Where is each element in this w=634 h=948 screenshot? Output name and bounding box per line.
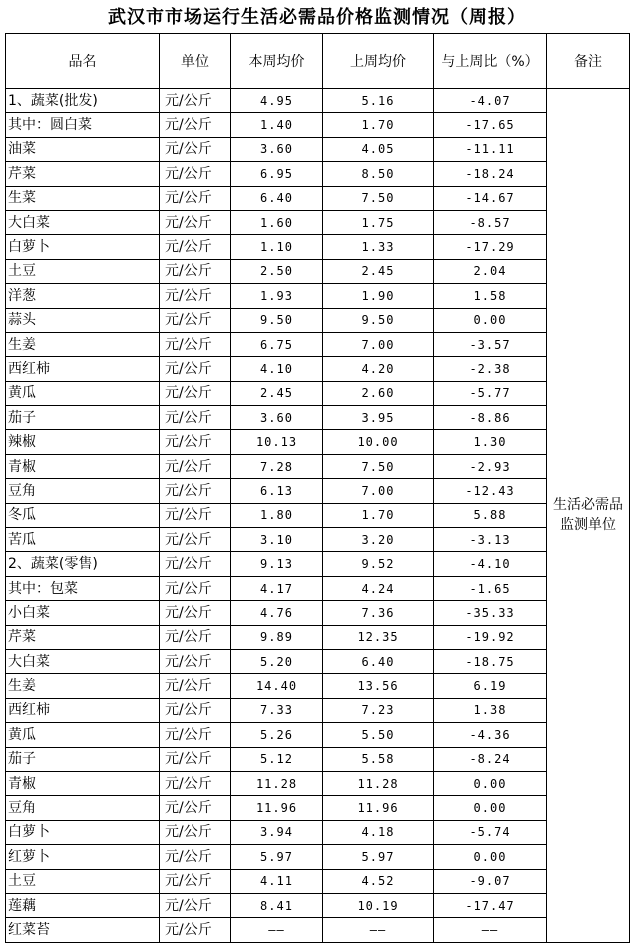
cell-name: 黄瓜 <box>6 381 160 405</box>
cell-unit: 元/公斤 <box>160 137 231 161</box>
cell-unit: 元/公斤 <box>160 601 231 625</box>
cell-current-price: —— <box>231 918 323 942</box>
cell-previous-price: 8.50 <box>323 162 434 186</box>
cell-previous-price: 7.50 <box>323 186 434 210</box>
table-row <box>6 503 630 527</box>
table-row <box>6 771 630 795</box>
cell-current-price: 6.40 <box>231 186 323 210</box>
cell-current-price: 3.60 <box>231 137 323 161</box>
cell-change-percent: —— <box>434 918 547 942</box>
cell-note: 生活必需品监测单位 <box>547 89 630 943</box>
cell-change-percent: -11.11 <box>434 137 547 161</box>
cell-change-percent: -4.07 <box>434 89 547 113</box>
cell-change-percent: 1.30 <box>434 430 547 454</box>
table-row <box>6 137 630 161</box>
cell-change-percent: 5.88 <box>434 503 547 527</box>
table-row <box>6 89 630 113</box>
cell-unit: 元/公斤 <box>160 649 231 673</box>
cell-change-percent: 2.04 <box>434 259 547 283</box>
cell-change-percent: -8.86 <box>434 406 547 430</box>
cell-name: 生菜 <box>6 186 160 210</box>
cell-change-percent: 1.58 <box>434 284 547 308</box>
cell-current-price: 6.75 <box>231 332 323 356</box>
cell-previous-price: 4.20 <box>323 357 434 381</box>
cell-unit: 元/公斤 <box>160 796 231 820</box>
table-row <box>6 723 630 747</box>
cell-unit: 元/公斤 <box>160 625 231 649</box>
header-note: 备注 <box>547 34 630 89</box>
table-row <box>6 186 630 210</box>
cell-current-price: 4.17 <box>231 576 323 600</box>
table-body <box>6 89 630 943</box>
cell-unit: 元/公斤 <box>160 89 231 113</box>
cell-change-percent: 0.00 <box>434 796 547 820</box>
cell-name: 豆角 <box>6 479 160 503</box>
cell-current-price: 4.10 <box>231 357 323 381</box>
cell-change-percent: -1.65 <box>434 576 547 600</box>
cell-unit: 元/公斤 <box>160 503 231 527</box>
cell-previous-price: 10.19 <box>323 893 434 917</box>
cell-current-price: 3.94 <box>231 820 323 844</box>
cell-name: 大白菜 <box>6 210 160 234</box>
table-row <box>6 820 630 844</box>
table-row <box>6 625 630 649</box>
cell-current-price: 2.45 <box>231 381 323 405</box>
cell-current-price: 3.10 <box>231 528 323 552</box>
cell-change-percent: -3.57 <box>434 332 547 356</box>
cell-previous-price: 4.18 <box>323 820 434 844</box>
table-row <box>6 918 630 942</box>
cell-name: 小白菜 <box>6 601 160 625</box>
cell-change-percent: -5.77 <box>434 381 547 405</box>
cell-previous-price: 12.35 <box>323 625 434 649</box>
table-row <box>6 259 630 283</box>
table-row <box>6 601 630 625</box>
cell-unit: 元/公斤 <box>160 576 231 600</box>
cell-current-price: 1.40 <box>231 113 323 137</box>
cell-change-percent: -19.92 <box>434 625 547 649</box>
cell-name: 苦瓜 <box>6 528 160 552</box>
table-header-row <box>6 34 630 89</box>
cell-current-price: 4.95 <box>231 89 323 113</box>
cell-unit: 元/公斤 <box>160 528 231 552</box>
cell-previous-price: 11.96 <box>323 796 434 820</box>
cell-unit: 元/公斤 <box>160 381 231 405</box>
cell-name: 冬瓜 <box>6 503 160 527</box>
cell-change-percent: -18.24 <box>434 162 547 186</box>
cell-name: 白萝卜 <box>6 820 160 844</box>
cell-unit: 元/公斤 <box>160 698 231 722</box>
header-change-percent: 与上周比（%） <box>434 34 547 89</box>
cell-name: 西红柿 <box>6 357 160 381</box>
page-title: 武汉市市场运行生活必需品价格监测情况（周报） <box>108 7 526 28</box>
table-row <box>6 284 630 308</box>
cell-current-price: 5.20 <box>231 649 323 673</box>
cell-unit: 元/公斤 <box>160 918 231 942</box>
cell-unit: 元/公斤 <box>160 284 231 308</box>
cell-unit: 元/公斤 <box>160 674 231 698</box>
cell-change-percent: -12.43 <box>434 479 547 503</box>
cell-unit: 元/公斤 <box>160 430 231 454</box>
cell-unit: 元/公斤 <box>160 235 231 259</box>
cell-change-percent: -17.29 <box>434 235 547 259</box>
cell-current-price: 3.60 <box>231 406 323 430</box>
cell-previous-price: 2.45 <box>323 259 434 283</box>
table-row <box>6 381 630 405</box>
cell-change-percent: -5.74 <box>434 820 547 844</box>
cell-change-percent: -35.33 <box>434 601 547 625</box>
cell-unit: 元/公斤 <box>160 357 231 381</box>
cell-previous-price: 5.58 <box>323 747 434 771</box>
cell-previous-price: 9.52 <box>323 552 434 576</box>
cell-name: 茄子 <box>6 747 160 771</box>
cell-unit: 元/公斤 <box>160 210 231 234</box>
cell-unit: 元/公斤 <box>160 820 231 844</box>
cell-name: 1、蔬菜(批发) <box>6 89 160 113</box>
cell-current-price: 6.95 <box>231 162 323 186</box>
cell-unit: 元/公斤 <box>160 259 231 283</box>
cell-name: 芹菜 <box>6 625 160 649</box>
cell-previous-price: 7.00 <box>323 479 434 503</box>
cell-name: 油菜 <box>6 137 160 161</box>
cell-previous-price: 5.97 <box>323 845 434 869</box>
cell-current-price: 4.11 <box>231 869 323 893</box>
cell-previous-price: 10.00 <box>323 430 434 454</box>
cell-unit: 元/公斤 <box>160 723 231 747</box>
cell-previous-price: 7.00 <box>323 332 434 356</box>
cell-unit: 元/公斤 <box>160 308 231 332</box>
cell-previous-price: —— <box>323 918 434 942</box>
cell-change-percent: -8.57 <box>434 210 547 234</box>
cell-previous-price: 1.33 <box>323 235 434 259</box>
cell-name: 茄子 <box>6 406 160 430</box>
cell-name: 红菜苔 <box>6 918 160 942</box>
cell-current-price: 11.96 <box>231 796 323 820</box>
cell-name: 其中：圆白菜 <box>6 113 160 137</box>
table-row <box>6 210 630 234</box>
cell-name: 芹菜 <box>6 162 160 186</box>
cell-name: 2、蔬菜(零售) <box>6 552 160 576</box>
cell-current-price: 7.28 <box>231 454 323 478</box>
cell-change-percent: -17.47 <box>434 893 547 917</box>
cell-unit: 元/公斤 <box>160 747 231 771</box>
cell-previous-price: 11.28 <box>323 771 434 795</box>
cell-current-price: 9.50 <box>231 308 323 332</box>
cell-change-percent: 0.00 <box>434 771 547 795</box>
cell-current-price: 9.89 <box>231 625 323 649</box>
table-row <box>6 454 630 478</box>
cell-change-percent: 1.38 <box>434 698 547 722</box>
cell-current-price: 5.26 <box>231 723 323 747</box>
cell-change-percent: -2.38 <box>434 357 547 381</box>
cell-name: 黄瓜 <box>6 723 160 747</box>
cell-name: 土豆 <box>6 869 160 893</box>
cell-current-price: 1.93 <box>231 284 323 308</box>
cell-current-price: 1.60 <box>231 210 323 234</box>
cell-previous-price: 5.16 <box>323 89 434 113</box>
cell-current-price: 6.13 <box>231 479 323 503</box>
header-previous-price: 上周均价 <box>323 34 434 89</box>
cell-name: 大白菜 <box>6 649 160 673</box>
cell-name: 西红柿 <box>6 698 160 722</box>
cell-previous-price: 1.90 <box>323 284 434 308</box>
table-row <box>6 649 630 673</box>
table-row <box>6 162 630 186</box>
cell-change-percent: -3.13 <box>434 528 547 552</box>
table-row <box>6 796 630 820</box>
table-row <box>6 406 630 430</box>
cell-unit: 元/公斤 <box>160 893 231 917</box>
cell-previous-price: 4.52 <box>323 869 434 893</box>
cell-current-price: 7.33 <box>231 698 323 722</box>
cell-unit: 元/公斤 <box>160 186 231 210</box>
cell-change-percent: -14.67 <box>434 186 547 210</box>
cell-previous-price: 6.40 <box>323 649 434 673</box>
table-row <box>6 845 630 869</box>
cell-current-price: 8.41 <box>231 893 323 917</box>
cell-name: 其中：包菜 <box>6 576 160 600</box>
cell-unit: 元/公斤 <box>160 332 231 356</box>
cell-name: 生姜 <box>6 674 160 698</box>
table-row <box>6 869 630 893</box>
cell-name: 蒜头 <box>6 308 160 332</box>
cell-previous-price: 7.36 <box>323 601 434 625</box>
cell-unit: 元/公斤 <box>160 162 231 186</box>
cell-previous-price: 7.50 <box>323 454 434 478</box>
header-name: 品名 <box>6 34 160 89</box>
cell-previous-price: 3.20 <box>323 528 434 552</box>
cell-previous-price: 5.50 <box>323 723 434 747</box>
cell-name: 白萝卜 <box>6 235 160 259</box>
cell-change-percent: -4.36 <box>434 723 547 747</box>
cell-name: 洋葱 <box>6 284 160 308</box>
cell-change-percent: 6.19 <box>434 674 547 698</box>
cell-previous-price: 2.60 <box>323 381 434 405</box>
cell-change-percent: 0.00 <box>434 308 547 332</box>
cell-change-percent: -8.24 <box>434 747 547 771</box>
cell-previous-price: 1.70 <box>323 113 434 137</box>
table-row <box>6 747 630 771</box>
cell-previous-price: 9.50 <box>323 308 434 332</box>
header-current-price: 本周均价 <box>231 34 323 89</box>
table-row <box>6 674 630 698</box>
cell-name: 豆角 <box>6 796 160 820</box>
cell-current-price: 5.12 <box>231 747 323 771</box>
table-row <box>6 357 630 381</box>
cell-previous-price: 1.70 <box>323 503 434 527</box>
cell-current-price: 14.40 <box>231 674 323 698</box>
cell-name: 红萝卜 <box>6 845 160 869</box>
cell-unit: 元/公斤 <box>160 113 231 137</box>
table-row <box>6 430 630 454</box>
cell-name: 青椒 <box>6 454 160 478</box>
cell-name: 土豆 <box>6 259 160 283</box>
cell-current-price: 1.10 <box>231 235 323 259</box>
table-row <box>6 552 630 576</box>
cell-unit: 元/公斤 <box>160 479 231 503</box>
cell-change-percent: 0.00 <box>434 845 547 869</box>
cell-previous-price: 3.95 <box>323 406 434 430</box>
table-row <box>6 893 630 917</box>
cell-previous-price: 4.24 <box>323 576 434 600</box>
cell-current-price: 1.80 <box>231 503 323 527</box>
table-row <box>6 113 630 137</box>
table-row <box>6 235 630 259</box>
cell-current-price: 11.28 <box>231 771 323 795</box>
cell-change-percent: -17.65 <box>434 113 547 137</box>
header-unit: 单位 <box>160 34 231 89</box>
cell-previous-price: 1.75 <box>323 210 434 234</box>
cell-change-percent: -18.75 <box>434 649 547 673</box>
cell-current-price: 9.13 <box>231 552 323 576</box>
cell-unit: 元/公斤 <box>160 869 231 893</box>
cell-current-price: 10.13 <box>231 430 323 454</box>
cell-name: 青椒 <box>6 771 160 795</box>
table-row <box>6 479 630 503</box>
cell-name: 生姜 <box>6 332 160 356</box>
cell-unit: 元/公斤 <box>160 406 231 430</box>
cell-name: 辣椒 <box>6 430 160 454</box>
cell-unit: 元/公斤 <box>160 552 231 576</box>
price-table <box>5 33 630 943</box>
table-row <box>6 308 630 332</box>
table-row <box>6 698 630 722</box>
cell-current-price: 5.97 <box>231 845 323 869</box>
table-row <box>6 332 630 356</box>
cell-current-price: 4.76 <box>231 601 323 625</box>
cell-previous-price: 4.05 <box>323 137 434 161</box>
cell-unit: 元/公斤 <box>160 845 231 869</box>
cell-unit: 元/公斤 <box>160 771 231 795</box>
table-row <box>6 528 630 552</box>
table-row <box>6 576 630 600</box>
cell-current-price: 2.50 <box>231 259 323 283</box>
cell-change-percent: -2.93 <box>434 454 547 478</box>
cell-change-percent: -9.07 <box>434 869 547 893</box>
cell-change-percent: -4.10 <box>434 552 547 576</box>
cell-previous-price: 7.23 <box>323 698 434 722</box>
cell-previous-price: 13.56 <box>323 674 434 698</box>
cell-unit: 元/公斤 <box>160 454 231 478</box>
cell-name: 莲藕 <box>6 893 160 917</box>
